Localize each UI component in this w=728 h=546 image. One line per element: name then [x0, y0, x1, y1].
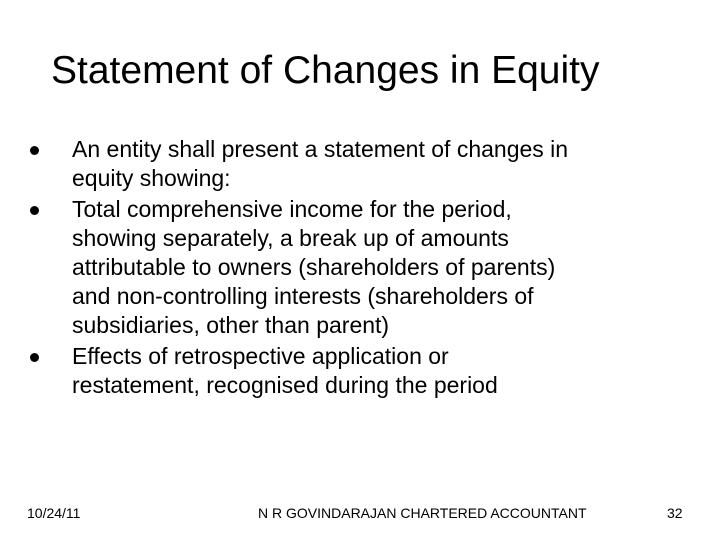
bullet-line: equity showing: [72, 165, 231, 191]
slide-number: 32 [667, 505, 683, 521]
bullet-line: showing separately, a break up of amounts [72, 225, 509, 251]
bullet-list [28, 135, 698, 402]
bullet-line: subsidiaries, other than parent) [72, 312, 390, 338]
bullet-line: and non-controlling interests (shareholders of [72, 283, 534, 309]
bullet-dot-icon [30, 353, 39, 362]
bullet-item [28, 195, 698, 340]
bullet-line: attributable to owners (shareholders of parents) [72, 254, 556, 280]
bullet-dot-icon [30, 146, 39, 155]
bullet-line: Effects of retrospective application or [72, 343, 449, 369]
bullet-line: restatement, recognised during the period [72, 372, 498, 398]
slide-title: Statement of Changes in Equity [51, 49, 600, 92]
bullet-item [28, 135, 698, 193]
footer-date: 10/24/11 [27, 505, 81, 521]
bullet-dot-icon [30, 206, 39, 215]
footer-center-text: N R GOVINDARAJAN CHARTERED ACCOUNTANT [258, 505, 587, 521]
bullet-item [28, 342, 698, 400]
bullet-line: An entity shall present a statement of changes in [72, 136, 569, 162]
bullet-line: Total comprehensive income for the period, [72, 196, 512, 222]
